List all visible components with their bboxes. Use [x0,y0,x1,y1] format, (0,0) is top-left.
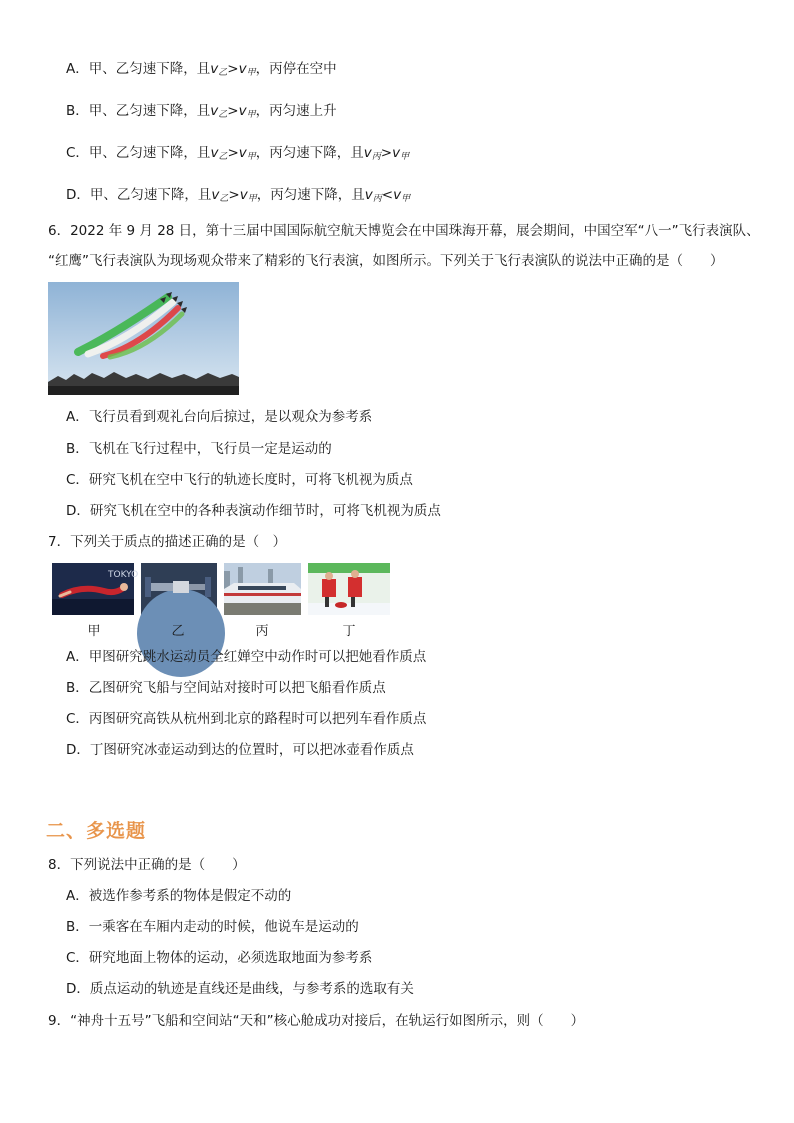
q7-option-b: B．乙图研究飞船与空间站对接时可以把飞船看作质点 [66,680,386,696]
q8-stem: 8．下列说法中正确的是（ ） [48,857,246,873]
q6-option-b: B．飞机在飞行过程中，飞行员一定是运动的 [66,441,332,457]
q7-option-a: A．甲图研究跳水运动员全红婵空中动作时可以把她看作质点 [66,649,427,665]
caption-bing: 丙 [255,624,269,639]
q7-option-d: D．丁图研究冰壶运动到达的位置时，可以把冰壶看作质点 [66,742,414,758]
curling-photo [308,563,390,615]
spacecraft-photo [141,563,217,615]
q8-option-a: A．被选作参考系的物体是假定不动的 [66,888,292,904]
train-photo [224,563,301,615]
q6-option-c: C．研究飞机在空中飞行的轨迹长度时，可将飞机视为质点 [66,472,413,488]
q8-option-b: B．一乘客在车厢内走动的时候，他说车是运动的 [66,919,359,935]
diving-photo [52,563,139,615]
q5-option-d: D．甲、乙匀速下降，且$v_乙>v_甲$，丙匀速下降，且$v_丙<v_甲$ [66,187,411,204]
q6-stem-line1: 6．2022 年 9 月 28 日，第十三届中国国际航空航天博览会在中国珠海开幕，展会期间，中国空军“八一”飞行表演队、 [48,223,760,239]
tokyo-text: TOKYO [108,570,139,580]
caption-jia: 甲 [87,624,101,639]
section-title-multi-choice: 二、多选题 [46,820,147,842]
airshow-photo [48,282,239,395]
q7-stem: 7．下列关于质点的描述正确的是（ ） [48,534,287,550]
q6-stem-line2: “红鹰”飞行表演队为现场观众带来了精彩的飞行表演，如图所示。下列关于飞行表演队的说法中正确的是（ ） [48,253,724,269]
q5-option-b: B．甲、乙匀速下降，且$v_乙>v_甲$，丙匀速上升 [66,103,337,120]
caption-ding: 丁 [342,624,356,639]
q5-option-a: A．甲、乙匀速下降，且$v_乙>v_甲$，丙停在空中 [66,61,337,78]
q8-option-c: C．研究地面上物体的运动，必须选取地面为参考系 [66,950,373,966]
caption-yi: 乙 [171,624,185,639]
q7-option-c: C．丙图研究高铁从杭州到北京的路程时可以把列车看作质点 [66,711,427,727]
q5-option-c: C．甲、乙匀速下降，且$v_乙>v_甲$，丙匀速下降，且$v_丙>v_甲$ [66,145,410,162]
q6-option-a: A．飞行员看到观礼台向后掠过，是以观众为参考系 [66,409,373,425]
q8-option-d: D．质点运动的轨迹是直线还是曲线，与参考系的选取有关 [66,981,414,997]
q6-option-d: D．研究飞机在空中的各种表演动作细节时，可将飞机视为质点 [66,503,441,519]
q9-stem: 9．“神舟十五号”飞船和空间站“天和”核心舱成功对接后，在轨运行如图所示，则（ ） [48,1013,585,1029]
